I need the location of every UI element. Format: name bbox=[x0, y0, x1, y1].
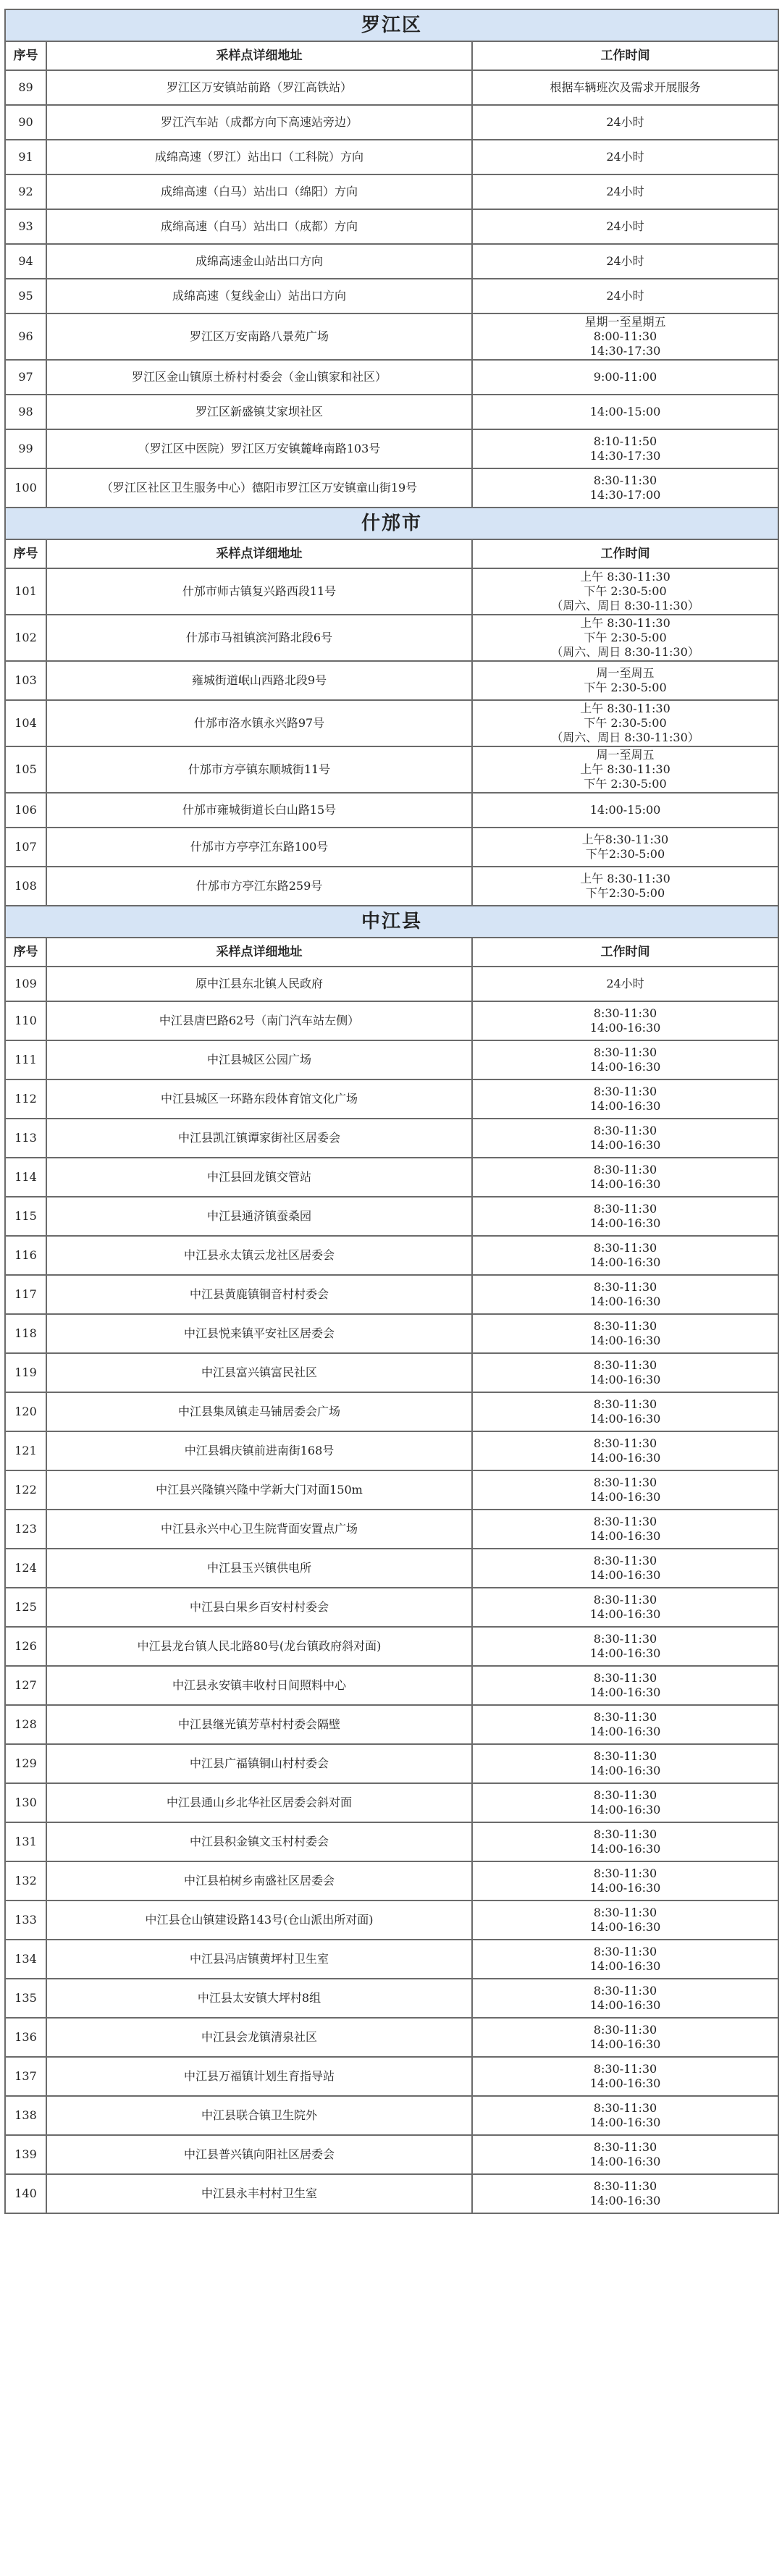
table-row bbox=[5, 360, 778, 395]
sampling-address: 中江县玉兴镇供电所 bbox=[46, 1549, 472, 1588]
table-row bbox=[5, 1549, 778, 1588]
sampling-address: 成绵高速（罗江）站出口（工科院）方向 bbox=[46, 140, 472, 174]
row-number: 135 bbox=[5, 1979, 46, 2018]
table-row bbox=[5, 2135, 778, 2174]
table-row bbox=[5, 244, 778, 279]
working-hours: 8:30-11:30 14:00-16:30 bbox=[472, 1940, 778, 1979]
table-row bbox=[5, 1588, 778, 1627]
table-row bbox=[5, 1431, 778, 1470]
column-header-address: 采样点详细地址 bbox=[46, 41, 472, 70]
sampling-address: 中江县联合镇卫生院外 bbox=[46, 2096, 472, 2135]
sampling-address: 什邡市方亭镇东顺城街11号 bbox=[46, 746, 472, 793]
table-row bbox=[5, 2057, 778, 2096]
row-number: 123 bbox=[5, 1510, 46, 1549]
sampling-address: 什邡市马祖镇滨河路北段6号 bbox=[46, 615, 472, 661]
column-header-time: 工作时间 bbox=[472, 938, 778, 967]
table-row bbox=[5, 468, 778, 508]
working-hours: 8:30-11:30 14:00-16:30 bbox=[472, 1822, 778, 1861]
working-hours: 8:30-11:30 14:00-16:30 bbox=[472, 1158, 778, 1197]
row-number: 126 bbox=[5, 1627, 46, 1666]
row-number: 99 bbox=[5, 429, 46, 468]
table-row bbox=[5, 2174, 778, 2213]
row-number: 105 bbox=[5, 746, 46, 793]
working-hours: 24小时 bbox=[472, 244, 778, 279]
row-number: 118 bbox=[5, 1314, 46, 1353]
sampling-sites-table bbox=[4, 9, 779, 2214]
table-row bbox=[5, 661, 778, 700]
row-number: 128 bbox=[5, 1705, 46, 1744]
working-hours: 8:30-11:30 14:00-16:30 bbox=[472, 1666, 778, 1705]
working-hours: 周一至周五 下午 2:30-5:00 bbox=[472, 661, 778, 700]
table-row bbox=[5, 1627, 778, 1666]
sampling-address: 中江县永太镇云龙社区居委会 bbox=[46, 1236, 472, 1275]
section-title: 罗江区 bbox=[5, 9, 778, 41]
row-number: 90 bbox=[5, 105, 46, 140]
table-row bbox=[5, 313, 778, 360]
column-header-address: 采样点详细地址 bbox=[46, 539, 472, 568]
row-number: 138 bbox=[5, 2096, 46, 2135]
table-row bbox=[5, 279, 778, 313]
working-hours: 8:30-11:30 14:00-16:30 bbox=[472, 2174, 778, 2213]
table-row bbox=[5, 1197, 778, 1236]
table-row bbox=[5, 1861, 778, 1901]
working-hours: 周一至周五 上午 8:30-11:30 下午 2:30-5:00 bbox=[472, 746, 778, 793]
working-hours: 8:30-11:30 14:00-16:30 bbox=[472, 1431, 778, 1470]
row-number: 92 bbox=[5, 174, 46, 209]
sampling-address: 中江县冯店镇黄坪村卫生室 bbox=[46, 1940, 472, 1979]
sampling-address: 中江县太安镇大坪村8组 bbox=[46, 1979, 472, 2018]
row-number: 96 bbox=[5, 313, 46, 360]
row-number: 140 bbox=[5, 2174, 46, 2213]
working-hours: 上午 8:30-11:30 下午2:30-5:00 bbox=[472, 867, 778, 906]
sampling-address: 中江县辑庆镇前进南街168号 bbox=[46, 1431, 472, 1470]
section-title-row bbox=[5, 906, 778, 938]
working-hours: 8:30-11:30 14:00-16:30 bbox=[472, 1901, 778, 1940]
working-hours: 24小时 bbox=[472, 279, 778, 313]
working-hours: 8:30-11:30 14:00-16:30 bbox=[472, 1705, 778, 1744]
row-number: 93 bbox=[5, 209, 46, 244]
working-hours: 14:00-15:00 bbox=[472, 395, 778, 429]
sampling-address: 成绵高速金山站出口方向 bbox=[46, 244, 472, 279]
working-hours: 8:30-11:30 14:00-16:30 bbox=[472, 1040, 778, 1079]
working-hours: 8:30-11:30 14:00-16:30 bbox=[472, 1353, 778, 1392]
sampling-address: 罗江区新盛镇艾家坝社区 bbox=[46, 395, 472, 429]
table-row bbox=[5, 1236, 778, 1275]
row-number: 124 bbox=[5, 1549, 46, 1588]
sampling-address: 中江县集凤镇走马铺居委会广场 bbox=[46, 1392, 472, 1431]
sampling-address: 中江县兴隆镇兴隆中学新大门对面150m bbox=[46, 1470, 472, 1510]
table-row bbox=[5, 209, 778, 244]
working-hours: 8:30-11:30 14:00-16:30 bbox=[472, 1236, 778, 1275]
table-row bbox=[5, 615, 778, 661]
working-hours: 上午 8:30-11:30 下午 2:30-5:00 （周六、周日 8:30-11:30） bbox=[472, 568, 778, 615]
sampling-address: 罗江区金山镇原土桥村村委会（金山镇家和社区） bbox=[46, 360, 472, 395]
sampling-address: （罗江区社区卫生服务中心）德阳市罗江区万安镇童山街19号 bbox=[46, 468, 472, 508]
row-number: 112 bbox=[5, 1079, 46, 1119]
table-row bbox=[5, 1158, 778, 1197]
working-hours: 8:30-11:30 14:00-16:30 bbox=[472, 1079, 778, 1119]
row-number: 94 bbox=[5, 244, 46, 279]
sampling-address: 雍城街道岷山西路北段9号 bbox=[46, 661, 472, 700]
table-row bbox=[5, 2096, 778, 2135]
working-hours: 24小时 bbox=[472, 967, 778, 1001]
table-row bbox=[5, 867, 778, 906]
working-hours: 24小时 bbox=[472, 209, 778, 244]
row-number: 100 bbox=[5, 468, 46, 508]
row-number: 91 bbox=[5, 140, 46, 174]
row-number: 111 bbox=[5, 1040, 46, 1079]
working-hours: 24小时 bbox=[472, 140, 778, 174]
row-number: 125 bbox=[5, 1588, 46, 1627]
row-number: 95 bbox=[5, 279, 46, 313]
row-number: 89 bbox=[5, 70, 46, 105]
table-row bbox=[5, 1979, 778, 2018]
working-hours: 8:30-11:30 14:00-16:30 bbox=[472, 1275, 778, 1314]
row-number: 116 bbox=[5, 1236, 46, 1275]
working-hours: 8:30-11:30 14:00-16:30 bbox=[472, 1197, 778, 1236]
working-hours: 9:00-11:00 bbox=[472, 360, 778, 395]
working-hours: 8:30-11:30 14:00-16:30 bbox=[472, 2057, 778, 2096]
table-row bbox=[5, 700, 778, 746]
table-row bbox=[5, 1001, 778, 1040]
sampling-address: 中江县通济镇蚕桑园 bbox=[46, 1197, 472, 1236]
table-row bbox=[5, 793, 778, 828]
row-number: 131 bbox=[5, 1822, 46, 1861]
working-hours: 8:30-11:30 14:30-17:00 bbox=[472, 468, 778, 508]
table-row bbox=[5, 1119, 778, 1158]
row-number: 108 bbox=[5, 867, 46, 906]
sampling-address: 什邡市方亭江东路259号 bbox=[46, 867, 472, 906]
sampling-address: （罗江区中医院）罗江区万安镇麓峰南路103号 bbox=[46, 429, 472, 468]
working-hours: 上午 8:30-11:30 下午 2:30-5:00 （周六、周日 8:30-11:30） bbox=[472, 700, 778, 746]
sampling-address: 成绵高速（白马）站出口（成都）方向 bbox=[46, 209, 472, 244]
table-row bbox=[5, 1040, 778, 1079]
table-row bbox=[5, 746, 778, 793]
sampling-address: 中江县城区公园广场 bbox=[46, 1040, 472, 1079]
row-number: 134 bbox=[5, 1940, 46, 1979]
working-hours: 8:30-11:30 14:00-16:30 bbox=[472, 1314, 778, 1353]
working-hours: 14:00-15:00 bbox=[472, 793, 778, 828]
working-hours: 8:30-11:30 14:00-16:30 bbox=[472, 1001, 778, 1040]
row-number: 102 bbox=[5, 615, 46, 661]
table-row bbox=[5, 568, 778, 615]
sampling-address: 中江县回龙镇交管站 bbox=[46, 1158, 472, 1197]
table-row bbox=[5, 1940, 778, 1979]
table-row bbox=[5, 1079, 778, 1119]
table-row bbox=[5, 174, 778, 209]
row-number: 120 bbox=[5, 1392, 46, 1431]
column-header-row bbox=[5, 938, 778, 967]
row-number: 104 bbox=[5, 700, 46, 746]
row-number: 127 bbox=[5, 1666, 46, 1705]
working-hours: 8:30-11:30 14:00-16:30 bbox=[472, 1979, 778, 2018]
sampling-address: 中江县黄鹿镇铜音村村委会 bbox=[46, 1275, 472, 1314]
row-number: 137 bbox=[5, 2057, 46, 2096]
sampling-address: 中江县悦来镇平安社区居委会 bbox=[46, 1314, 472, 1353]
sampling-address: 中江县龙台镇人民北路80号(龙台镇政府斜对面) bbox=[46, 1627, 472, 1666]
working-hours: 8:30-11:30 14:00-16:30 bbox=[472, 1588, 778, 1627]
table-row bbox=[5, 395, 778, 429]
working-hours: 8:30-11:30 14:00-16:30 bbox=[472, 1744, 778, 1783]
section-title-row bbox=[5, 508, 778, 539]
working-hours: 8:30-11:30 14:00-16:30 bbox=[472, 2018, 778, 2057]
sampling-address: 中江县积金镇文玉村村委会 bbox=[46, 1822, 472, 1861]
table-row bbox=[5, 1275, 778, 1314]
sampling-address: 中江县城区一环路东段体育馆文化广场 bbox=[46, 1079, 472, 1119]
table-row bbox=[5, 1783, 778, 1822]
working-hours: 星期一至星期五 8:00-11:30 14:30-17:30 bbox=[472, 313, 778, 360]
row-number: 133 bbox=[5, 1901, 46, 1940]
table-row bbox=[5, 1314, 778, 1353]
table-row bbox=[5, 1744, 778, 1783]
sampling-address: 中江县万福镇计划生育指导站 bbox=[46, 2057, 472, 2096]
row-number: 103 bbox=[5, 661, 46, 700]
working-hours: 8:30-11:30 14:00-16:30 bbox=[472, 1783, 778, 1822]
table-row bbox=[5, 1353, 778, 1392]
row-number: 109 bbox=[5, 967, 46, 1001]
row-number: 114 bbox=[5, 1158, 46, 1197]
sampling-address: 成绵高速（白马）站出口（绵阳）方向 bbox=[46, 174, 472, 209]
row-number: 101 bbox=[5, 568, 46, 615]
column-header-num: 序号 bbox=[5, 539, 46, 568]
table-row bbox=[5, 1705, 778, 1744]
sampling-address: 中江县普兴镇向阳社区居委会 bbox=[46, 2135, 472, 2174]
working-hours: 8:30-11:30 14:00-16:30 bbox=[472, 1392, 778, 1431]
working-hours: 8:30-11:30 14:00-16:30 bbox=[472, 1861, 778, 1901]
working-hours: 8:30-11:30 14:00-16:30 bbox=[472, 2096, 778, 2135]
working-hours: 上午8:30-11:30 下午2:30-5:00 bbox=[472, 828, 778, 867]
table-row bbox=[5, 1510, 778, 1549]
section-title: 什邡市 bbox=[5, 508, 778, 539]
sampling-address: 什邡市雍城街道长白山路15号 bbox=[46, 793, 472, 828]
row-number: 136 bbox=[5, 2018, 46, 2057]
working-hours: 24小时 bbox=[472, 174, 778, 209]
sampling-address: 罗江汽车站（成都方向下高速站旁边） bbox=[46, 105, 472, 140]
row-number: 110 bbox=[5, 1001, 46, 1040]
table-row bbox=[5, 2018, 778, 2057]
working-hours: 8:30-11:30 14:00-16:30 bbox=[472, 2135, 778, 2174]
row-number: 119 bbox=[5, 1353, 46, 1392]
sampling-address: 中江县会龙镇清泉社区 bbox=[46, 2018, 472, 2057]
working-hours: 8:30-11:30 14:00-16:30 bbox=[472, 1510, 778, 1549]
row-number: 115 bbox=[5, 1197, 46, 1236]
sampling-address: 中江县仓山镇建设路143号(仓山派出所对面) bbox=[46, 1901, 472, 1940]
table-row bbox=[5, 967, 778, 1001]
table-row bbox=[5, 70, 778, 105]
column-header-time: 工作时间 bbox=[472, 539, 778, 568]
sampling-address: 成绵高速（复线金山）站出口方向 bbox=[46, 279, 472, 313]
sampling-address: 罗江区万安镇站前路（罗江高铁站） bbox=[46, 70, 472, 105]
sampling-address: 中江县柏树乡南盛社区居委会 bbox=[46, 1861, 472, 1901]
working-hours: 8:10-11:50 14:30-17:30 bbox=[472, 429, 778, 468]
row-number: 139 bbox=[5, 2135, 46, 2174]
sampling-address: 什邡市师古镇复兴路西段11号 bbox=[46, 568, 472, 615]
table-row bbox=[5, 429, 778, 468]
sampling-address: 中江县永安镇丰收村日间照料中心 bbox=[46, 1666, 472, 1705]
row-number: 129 bbox=[5, 1744, 46, 1783]
row-number: 107 bbox=[5, 828, 46, 867]
row-number: 122 bbox=[5, 1470, 46, 1510]
working-hours: 24小时 bbox=[472, 105, 778, 140]
table-row bbox=[5, 140, 778, 174]
row-number: 121 bbox=[5, 1431, 46, 1470]
table-row bbox=[5, 1666, 778, 1705]
working-hours: 上午 8:30-11:30 下午 2:30-5:00 （周六、周日 8:30-11:30） bbox=[472, 615, 778, 661]
sampling-address: 什邡市洛水镇永兴路97号 bbox=[46, 700, 472, 746]
sampling-address: 什邡市方亭亭江东路100号 bbox=[46, 828, 472, 867]
sampling-address: 中江县继光镇芳草村村委会隔壁 bbox=[46, 1705, 472, 1744]
sampling-address: 中江县凯江镇谭家街社区居委会 bbox=[46, 1119, 472, 1158]
section-title-row bbox=[5, 9, 778, 41]
table-row bbox=[5, 1392, 778, 1431]
column-header-address: 采样点详细地址 bbox=[46, 938, 472, 967]
column-header-num: 序号 bbox=[5, 938, 46, 967]
sampling-address: 中江县永兴中心卫生院背面安置点广场 bbox=[46, 1510, 472, 1549]
sampling-address: 罗江区万安南路八景苑广场 bbox=[46, 313, 472, 360]
table-row bbox=[5, 1822, 778, 1861]
row-number: 97 bbox=[5, 360, 46, 395]
row-number: 132 bbox=[5, 1861, 46, 1901]
working-hours: 8:30-11:30 14:00-16:30 bbox=[472, 1627, 778, 1666]
row-number: 130 bbox=[5, 1783, 46, 1822]
row-number: 98 bbox=[5, 395, 46, 429]
sampling-address: 中江县永丰村村卫生室 bbox=[46, 2174, 472, 2213]
working-hours: 8:30-11:30 14:00-16:30 bbox=[472, 1119, 778, 1158]
sampling-address: 中江县富兴镇富民社区 bbox=[46, 1353, 472, 1392]
working-hours: 8:30-11:30 14:00-16:30 bbox=[472, 1549, 778, 1588]
row-number: 106 bbox=[5, 793, 46, 828]
column-header-row bbox=[5, 41, 778, 70]
working-hours: 根据车辆班次及需求开展服务 bbox=[472, 70, 778, 105]
column-header-row bbox=[5, 539, 778, 568]
row-number: 113 bbox=[5, 1119, 46, 1158]
column-header-num: 序号 bbox=[5, 41, 46, 70]
column-header-time: 工作时间 bbox=[472, 41, 778, 70]
sampling-address: 中江县白果乡百安村村委会 bbox=[46, 1588, 472, 1627]
working-hours: 8:30-11:30 14:00-16:30 bbox=[472, 1470, 778, 1510]
sampling-address: 中江县广福镇铜山村村委会 bbox=[46, 1744, 472, 1783]
row-number: 117 bbox=[5, 1275, 46, 1314]
table-row bbox=[5, 1901, 778, 1940]
sampling-address: 原中江县东北镇人民政府 bbox=[46, 967, 472, 1001]
table-row bbox=[5, 828, 778, 867]
table-row bbox=[5, 1470, 778, 1510]
table-row bbox=[5, 105, 778, 140]
section-title: 中江县 bbox=[5, 906, 778, 938]
sampling-address: 中江县唐巴路62号（南门汽车站左侧） bbox=[46, 1001, 472, 1040]
sampling-address: 中江县通山乡北华社区居委会斜对面 bbox=[46, 1783, 472, 1822]
